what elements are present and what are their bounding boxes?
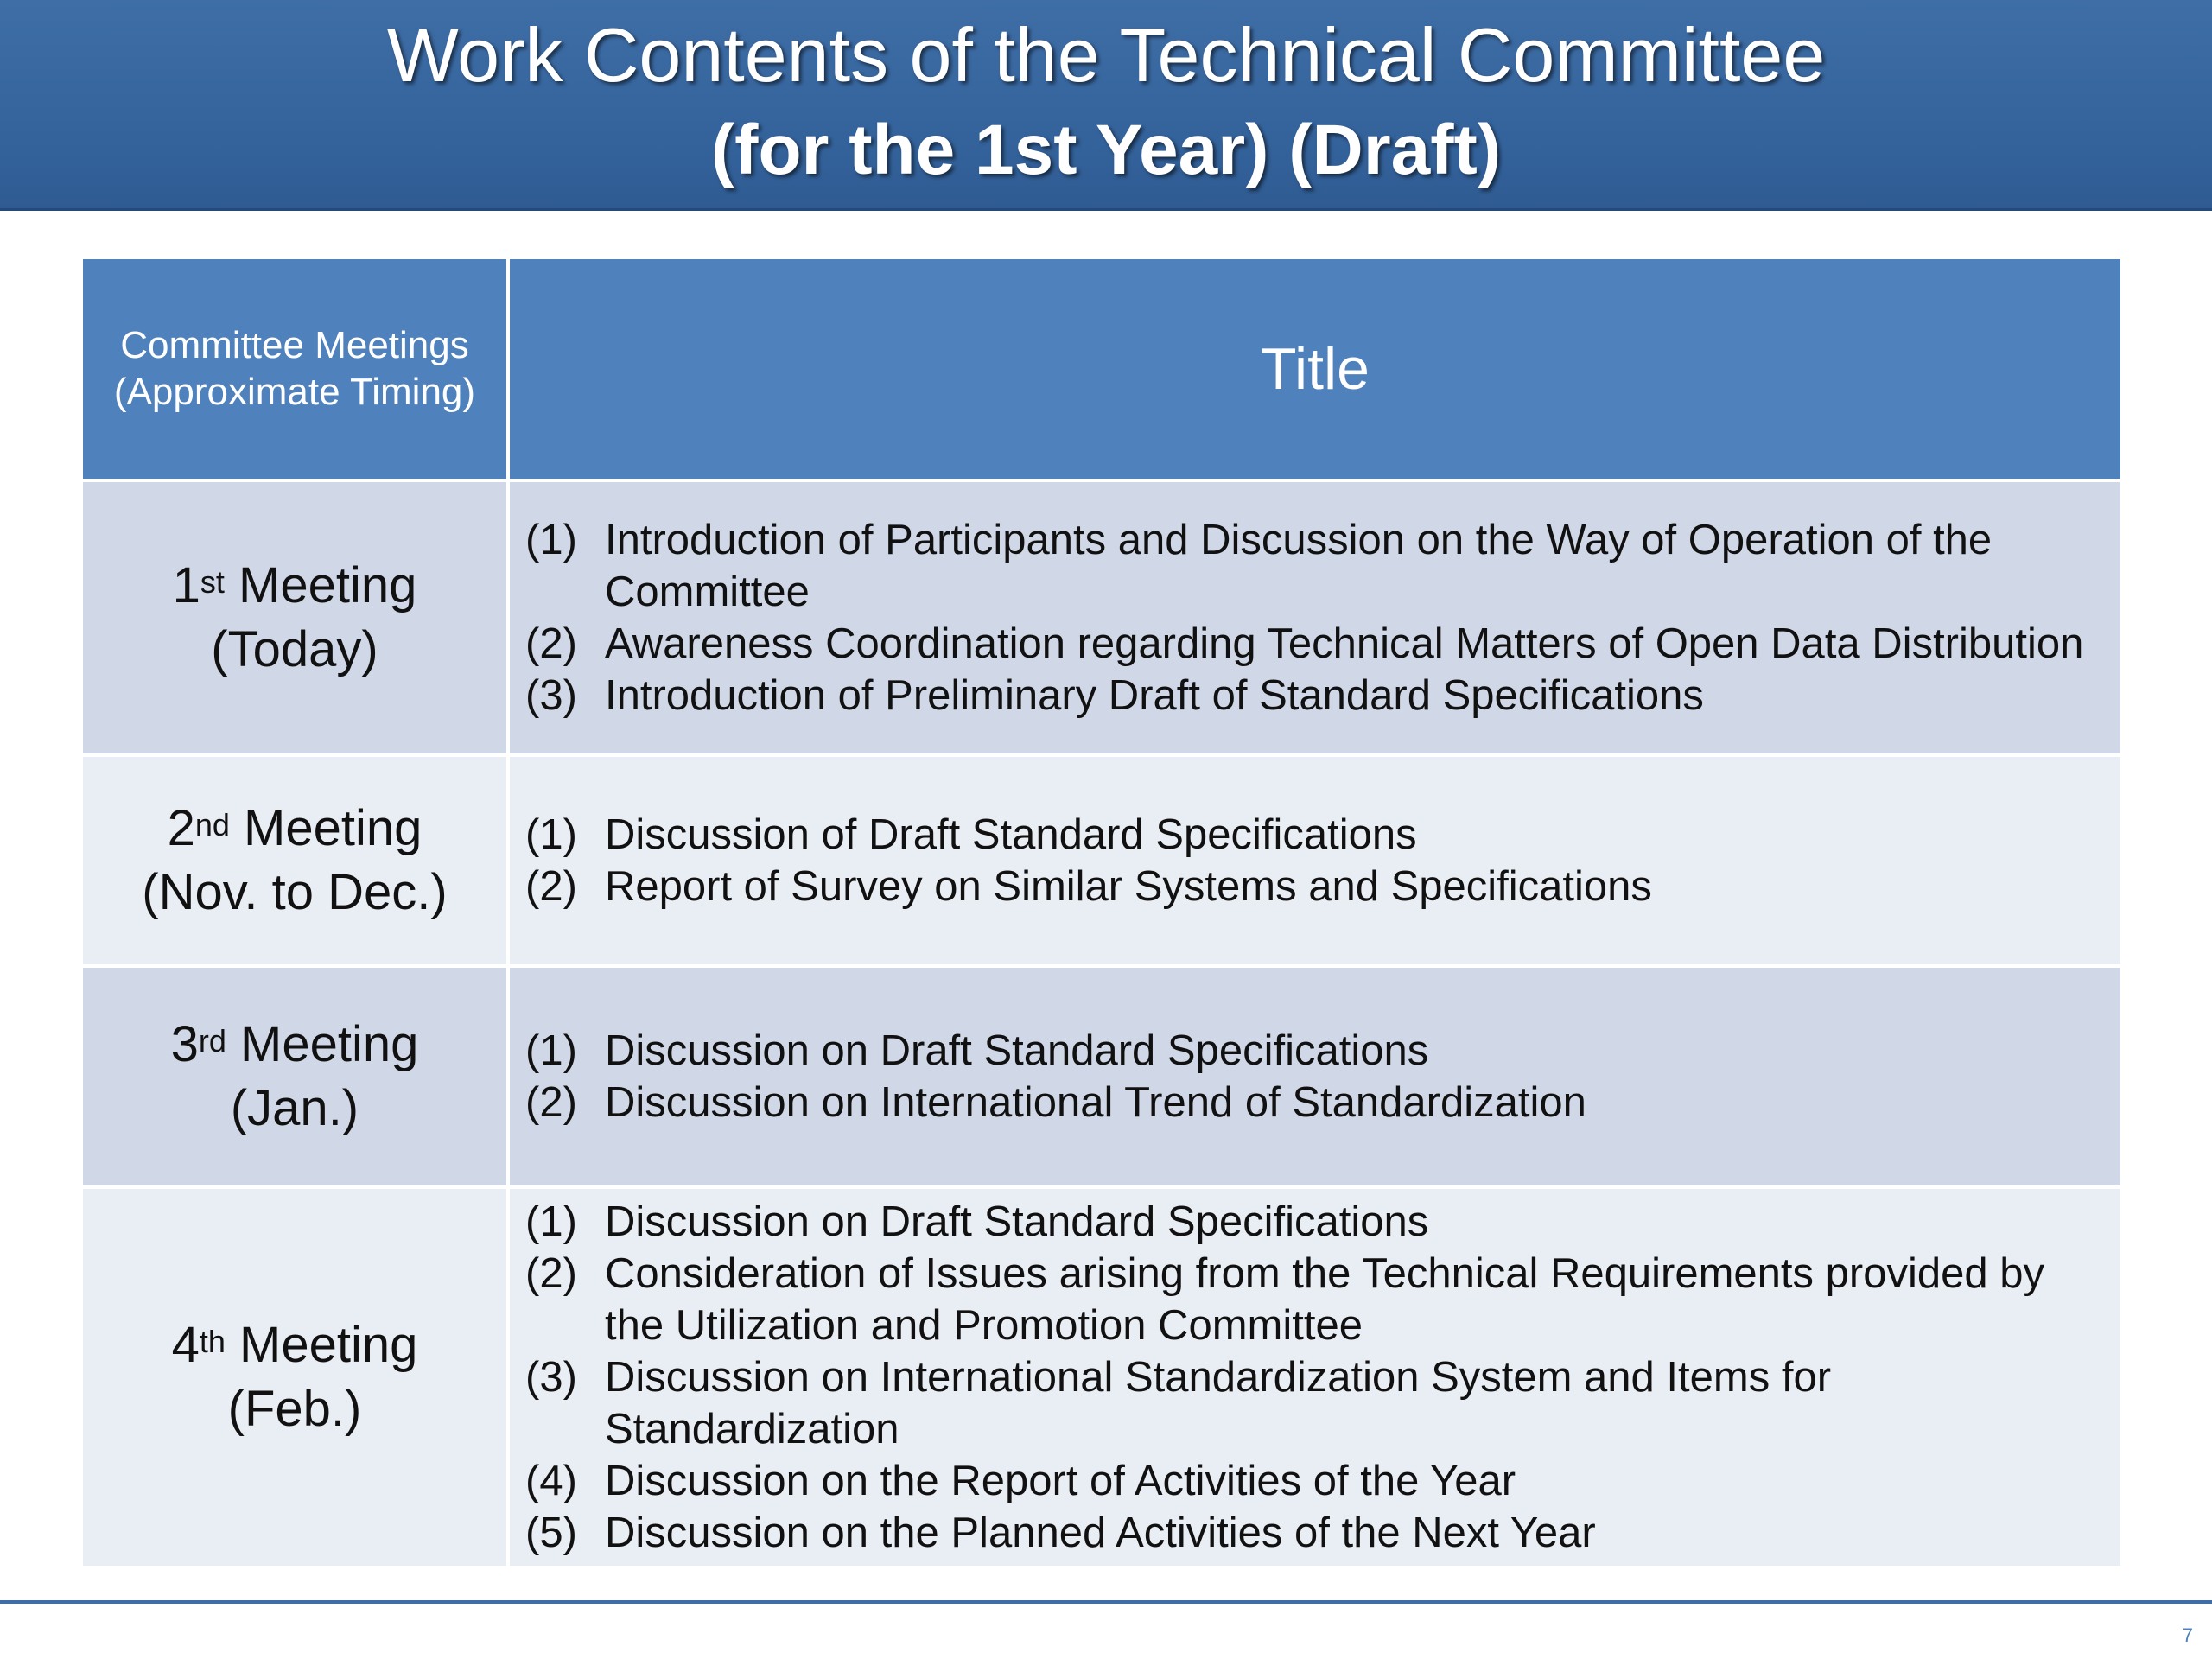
meeting-timing: (Jan.) — [230, 1080, 359, 1136]
table-row — [81, 480, 2122, 755]
list-item: (5) Discussion on the Planned Activities of the Next Year — [525, 1510, 1596, 1556]
slide-subtitle: (for the 1st Year) (Draft) — [710, 111, 1502, 189]
table-row — [81, 966, 2122, 1187]
page-number: 7 — [2182, 1624, 2193, 1646]
committee-schedule-table — [79, 256, 2124, 1569]
list-item: (2) Discussion on International Trend of Standardization — [525, 1079, 1586, 1126]
column-header-meetings-line2: (Approximate Timing) — [113, 371, 476, 413]
column-header-title: Title — [508, 257, 2122, 480]
list-item: (1) Introduction of Participants and Discussion on the Way of Operation of the Committee — [525, 517, 1993, 615]
meeting-name: 2nd Meeting — [167, 800, 423, 856]
agenda-cell — [508, 1187, 2122, 1567]
list-item: (1) Discussion on Draft Standard Specifications — [525, 1027, 1429, 1074]
meeting-timing: (Feb.) — [227, 1381, 362, 1437]
list-item: (2) Report of Survey on Similar Systems and Specifications — [525, 863, 1652, 910]
list-item: (2) Awareness Coordination regarding Technical Matters of Open Data Distribution — [525, 620, 2084, 667]
meeting-cell — [81, 755, 508, 966]
slide-header — [0, 0, 2212, 211]
table-row — [81, 1187, 2122, 1567]
list-item: (3) Introduction of Preliminary Draft of Standard Specifications — [525, 672, 1704, 719]
list-item: (3) Discussion on International Standardization System and Items for Standardization — [525, 1354, 1832, 1452]
table-row — [81, 755, 2122, 966]
list-item: (1) Discussion on Draft Standard Specifications — [525, 1198, 1429, 1245]
meeting-name: 1st Meeting — [172, 557, 417, 613]
meeting-cell — [81, 1187, 508, 1567]
meeting-name: 4th Meeting — [171, 1317, 418, 1373]
list-item: (2) Consideration of Issues arising from the Technical Requirements provided by the Utilization and Promotion Committee — [525, 1250, 2044, 1349]
meeting-cell — [81, 966, 508, 1187]
meeting-cell — [81, 480, 508, 755]
column-header-meetings — [81, 257, 508, 480]
table-header-row — [81, 257, 2122, 480]
column-header-meetings-line1: Committee Meetings — [120, 324, 469, 366]
agenda-cell — [508, 966, 2122, 1187]
meeting-timing: (Today) — [211, 621, 378, 677]
list-item: (1) Discussion of Draft Standard Specifications — [525, 811, 1417, 858]
agenda-cell — [508, 480, 2122, 755]
footer-divider — [0, 1600, 2212, 1604]
meeting-name: 3rd Meeting — [170, 1016, 419, 1072]
slide-title: Work Contents of the Technical Committee — [386, 12, 1826, 98]
meeting-timing: (Nov. to Dec.) — [142, 864, 448, 920]
list-item: (4) Discussion on the Report of Activities of the Year — [525, 1458, 1516, 1504]
agenda-cell — [508, 755, 2122, 966]
